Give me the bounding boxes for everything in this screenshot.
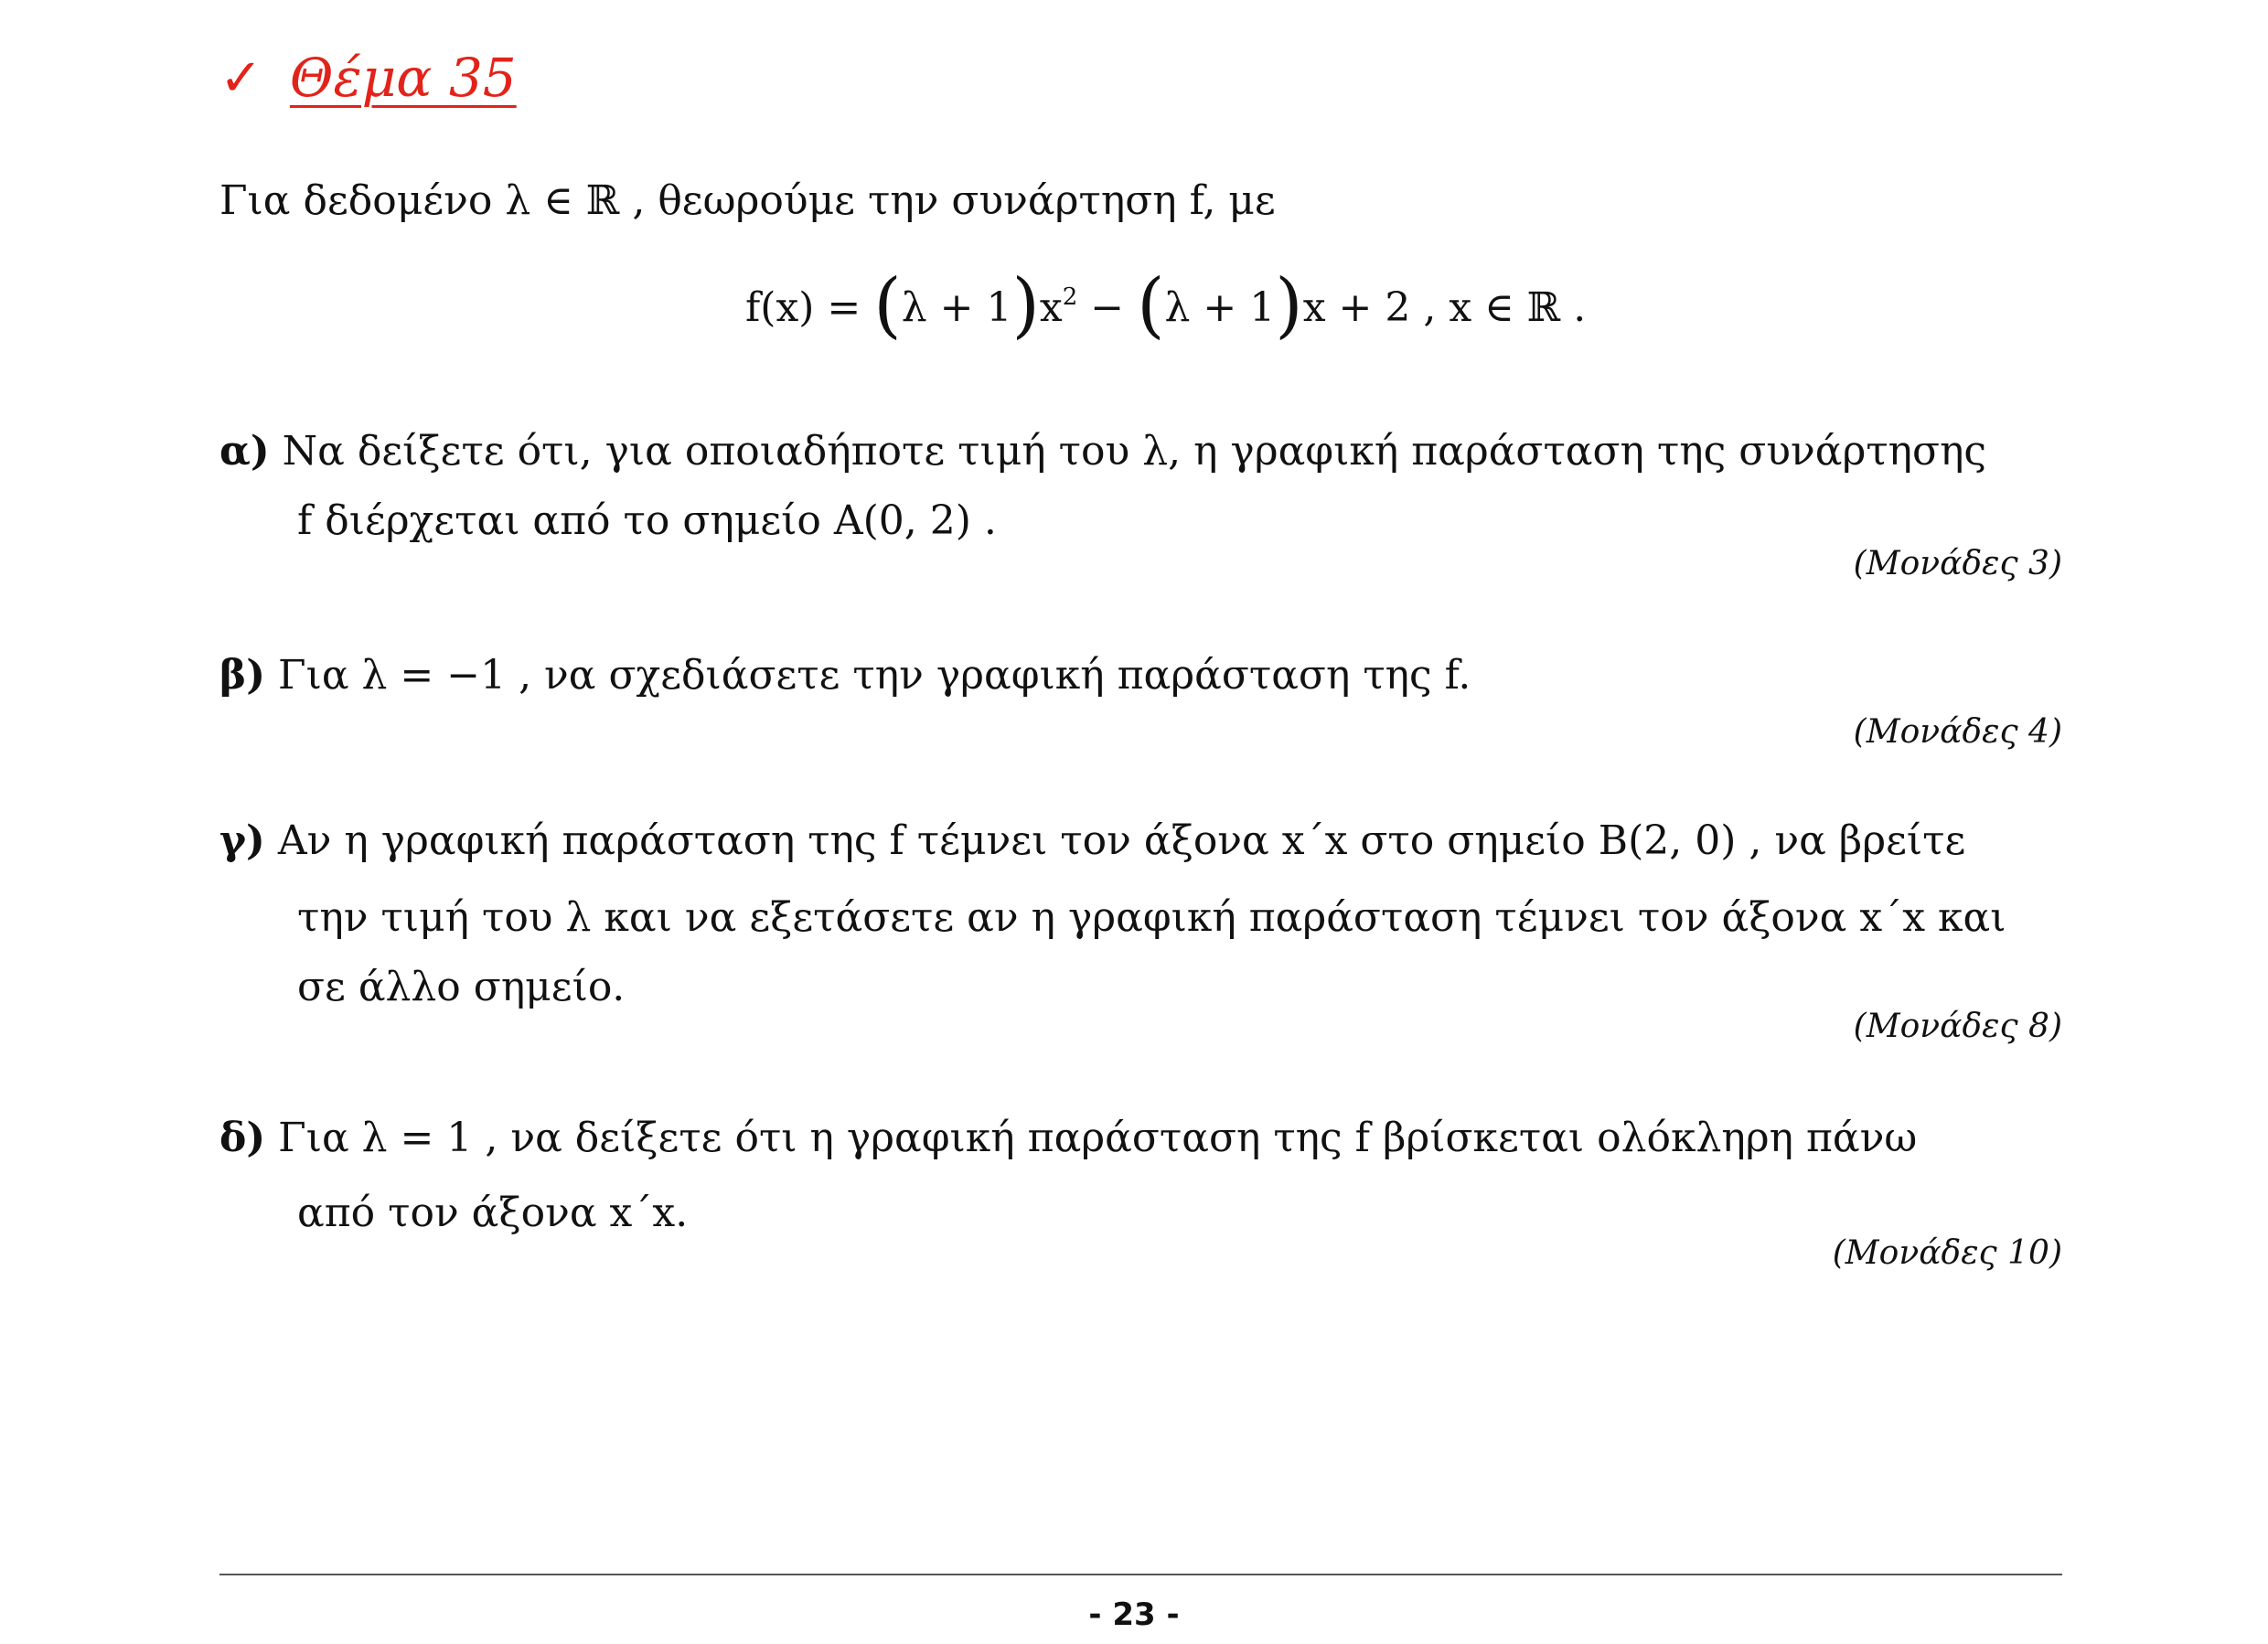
intro-text: Για δεδομένο λ ∈ ℝ , θεωρούμε την συνάρτηση f, με <box>219 177 1276 224</box>
question-a-marks: (Μονάδες 3) <box>1853 545 2062 582</box>
question-b-label: β) <box>219 652 266 699</box>
formula-coefficient-2: λ + 1 <box>1164 284 1276 331</box>
formula-coefficient-1: λ + 1 <box>901 284 1012 331</box>
question-c-label: γ) <box>219 817 265 864</box>
page-number: - 23 - <box>1088 1596 1180 1633</box>
formula-exponent: 2 <box>1062 283 1078 311</box>
question-b-line-1 <box>219 652 1471 699</box>
question-c-line-2: την τιμή του λ και να εξετάσετε αν η γραφική παράσταση τέμνει τον άξονα x΄x και <box>297 894 2006 941</box>
formula-paren-close-2: ) <box>1275 264 1303 347</box>
formula-paren-open-2: ( <box>1137 264 1165 347</box>
formula-tail: x + 2 , x ∈ ℝ . <box>1302 284 1587 331</box>
question-c-text-1: Αν η γραφική παράσταση της f τέμνει τον άξονα x΄x στο σημείο Β(2, 0) , να βρείτε <box>264 817 1966 864</box>
question-d-text-1: Για λ = 1 , να δείξετε ότι η γραφική παράσταση της f βρίσκεται ολόκληρη πάνω <box>265 1115 1918 1161</box>
footer-divider <box>219 1574 2062 1575</box>
question-c-line-1 <box>219 817 1966 864</box>
formula-minus: − <box>1077 284 1138 331</box>
question-d-label: δ) <box>219 1115 266 1161</box>
question-a-line-2: f διέρχεται από το σημείο Α(0, 2) . <box>297 497 997 544</box>
formula-paren-open-1: ( <box>873 264 902 347</box>
question-d-marks: (Μονάδες 10) <box>1832 1234 2062 1272</box>
formula-paren-close-1: ) <box>1011 264 1040 347</box>
question-d-line-1 <box>219 1115 1918 1161</box>
question-b-marks: (Μονάδες 4) <box>1853 713 2062 751</box>
formula-x: x <box>1039 284 1063 331</box>
topic-title <box>219 37 517 119</box>
question-a-label: α) <box>219 428 270 475</box>
question-c-line-3: σε άλλο σημείο. <box>297 964 626 1010</box>
question-d-line-2: από τον άξονα x΄x. <box>297 1190 689 1236</box>
question-a-line-1 <box>219 428 1987 475</box>
checkmark-icon: ✓ <box>219 48 262 108</box>
topic-title-text: Θέμα 35 <box>289 47 517 109</box>
question-c-marks: (Μονάδες 8) <box>1853 1008 2062 1045</box>
question-b-text-1: Για λ = −1 , να σχεδιάσετε την γραφική παράσταση της f. <box>265 652 1471 699</box>
formula-lhs: f(x) = <box>745 284 874 331</box>
function-formula <box>745 264 1587 347</box>
question-a-text-1: Να δείξετε ότι, για οποιαδήποτε τιμή του λ, η γραφική παράσταση της συνάρτησης <box>269 428 1987 475</box>
